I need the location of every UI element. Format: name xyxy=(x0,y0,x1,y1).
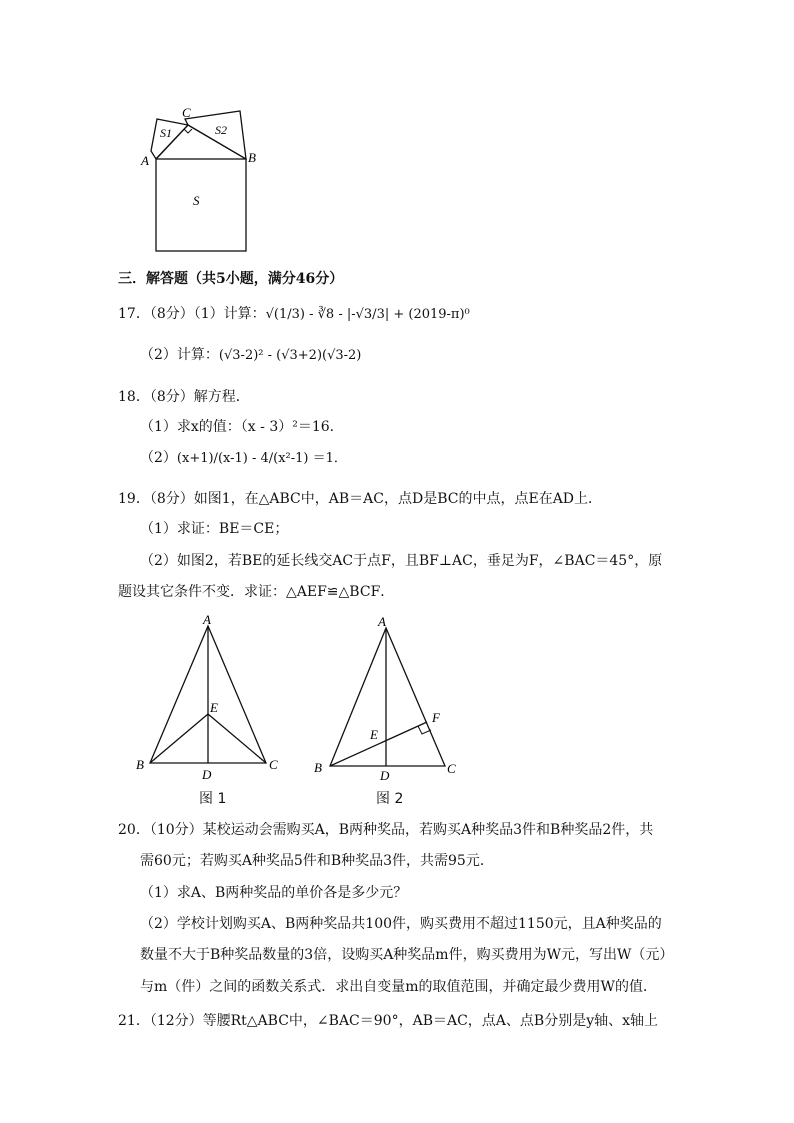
fig1-label-A: A xyxy=(203,612,211,627)
fig1-label-B: B xyxy=(136,757,144,772)
fig2-label-B: B xyxy=(314,760,322,775)
q20-part2-line1: （2）学校计划购买A、B两种奖品共100件，购买费用不超过1150元，且A种奖品的 xyxy=(140,916,662,932)
q19-part2-line2: 题设其它条件不变．求证：△AEF≌△BCF． xyxy=(118,584,395,600)
q17-part1 xyxy=(118,304,470,325)
q17-part2-label: （2）计算： xyxy=(140,347,219,363)
q18-part1: （1）求x的值：（x - 3）²＝16． xyxy=(140,419,344,435)
label-B: B xyxy=(248,150,256,165)
q20-line1: 20．（10分）某校运动会需购买A，B两种奖品，若购买A种奖品3件和B种奖品2件，共 xyxy=(118,822,654,838)
fig2-label-D: D xyxy=(380,768,390,783)
q17-number: 17．（8分）（1）计算： xyxy=(118,306,266,322)
fig1-label-E: E xyxy=(210,700,218,715)
q18-part2 xyxy=(140,448,347,469)
q18-number: 18．（8分）解方程． xyxy=(118,389,250,405)
fig2-label-F: F xyxy=(432,710,440,725)
fig2-label-A: A xyxy=(378,614,386,629)
section-title: 三．解答题（共5小题，满分46分） xyxy=(118,271,344,287)
fig2-label-C: C xyxy=(447,761,456,776)
label-A: A xyxy=(141,153,149,168)
q19-part1: （1）求证：BE＝CE； xyxy=(140,521,289,537)
label-S: S xyxy=(193,193,200,208)
q21-line1: 21．（12分）等腰Rt△ABC中，∠BAC＝90°，AB＝AC，点A、点B分别是y轴、x轴上 xyxy=(118,1013,659,1029)
q19-number: 19．（8分）如图1，在△ABC中，AB＝AC，点D是BC的中点，点E在AD上． xyxy=(118,491,603,507)
q20-line2: 需60元；若购买A种奖品5件和B种奖品3件，共需95元． xyxy=(140,853,494,869)
q17-expr2: (√3-2)² - (√3+2)(√3-2) xyxy=(218,348,362,363)
q19-part2-line1: （2）如图2，若BE的延长线交AC于点F，且BF⊥AC，垂足为F，∠BAC＝45°，原 xyxy=(140,553,663,569)
fig2-label-E: E xyxy=(370,727,378,742)
q20-part2-line2: 数量不大于B种奖品数量的3倍，设购买A种奖品m件，购买费用为W元，写出W（元） xyxy=(140,947,674,963)
pythagoras-figure xyxy=(135,100,265,260)
q19-figure-2 xyxy=(308,608,468,783)
label-C: C xyxy=(182,105,191,120)
q18-part2-label: （2） xyxy=(140,450,177,466)
q17-part2 xyxy=(140,345,361,366)
label-S2: S2 xyxy=(215,123,227,137)
label-S1: S1 xyxy=(160,126,172,140)
q18-expr2: (x+1)/(x-1) - 4/(x²-1) ＝1． xyxy=(176,451,347,466)
fig1-caption: 图 1 xyxy=(199,791,227,807)
fig1-label-D: D xyxy=(202,767,212,782)
fig2-caption: 图 2 xyxy=(376,791,404,807)
q17-expr1: √(1/3) - ∛8 - |-√3/3| + (2019-π)⁰ xyxy=(265,307,470,322)
q20-part2-line3: 与m（件）之间的函数关系式．求出自变量m的取值范围，并确定最少费用W的值． xyxy=(140,979,657,995)
fig1-label-C: C xyxy=(269,757,278,772)
q19-figure-1 xyxy=(130,608,290,783)
q20-part1: （1）求A、B两种奖品的单价各是多少元？ xyxy=(140,885,408,901)
